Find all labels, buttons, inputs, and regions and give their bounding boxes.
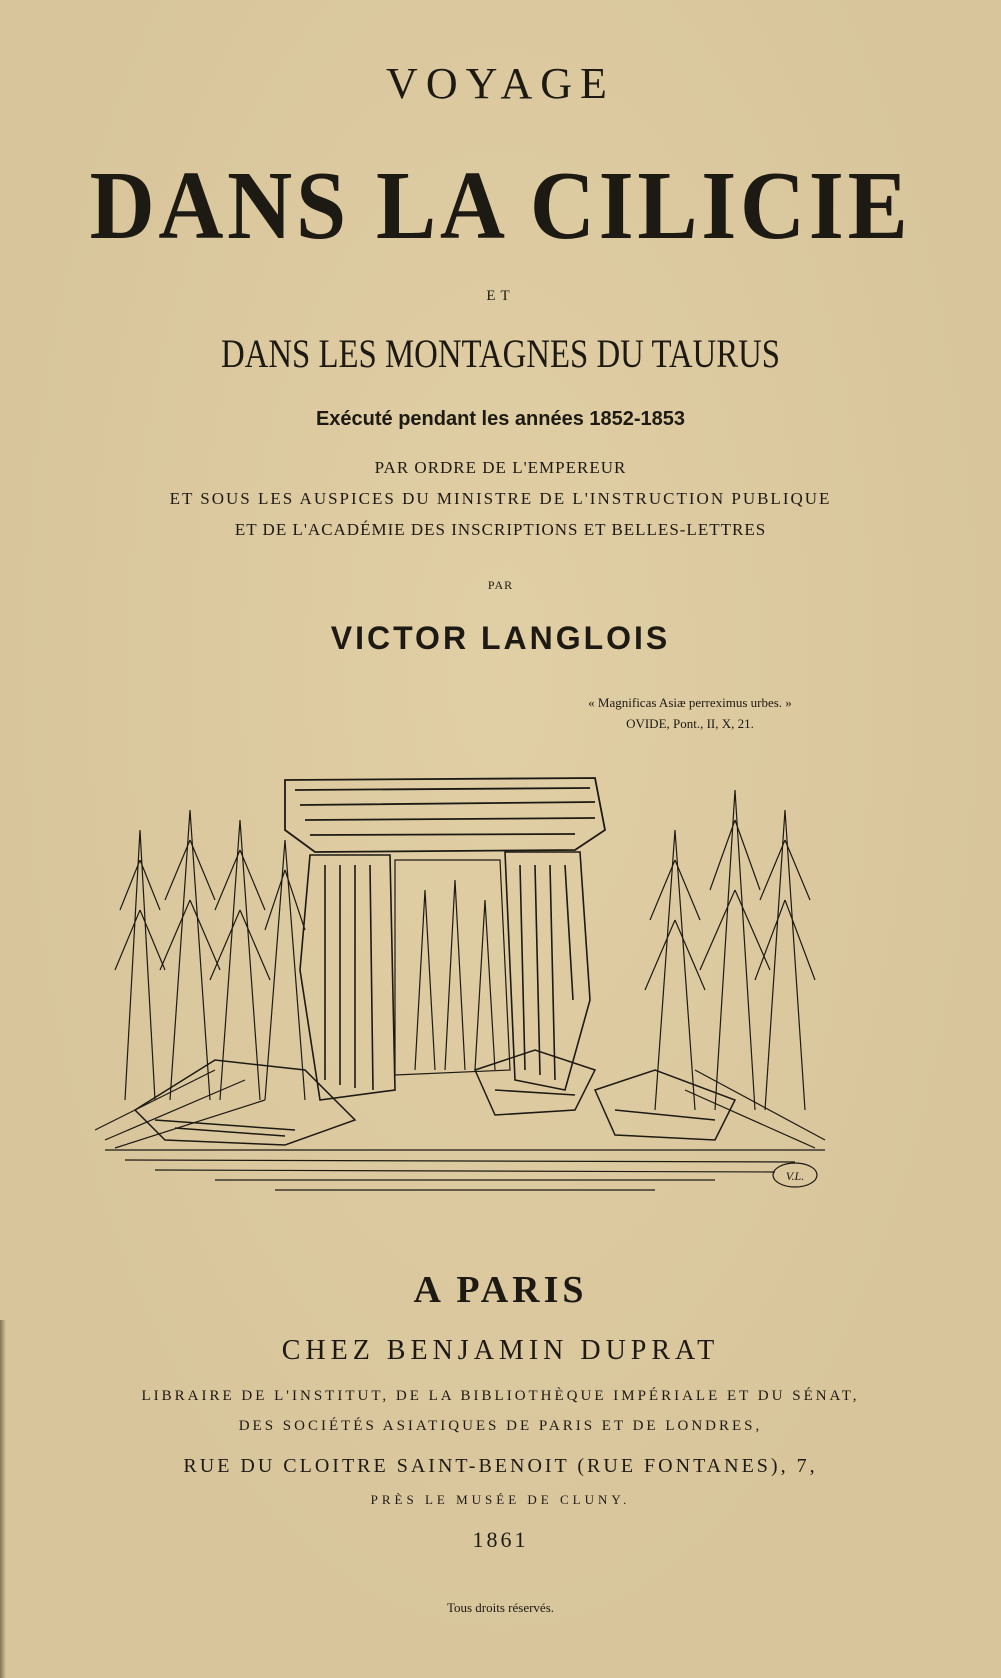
- dolmen-engraving: [95, 770, 835, 1200]
- auspices-line-3: ET DE L'ACADÉMIE DES INSCRIPTIONS ET BELLES-LETTRES: [234, 520, 767, 539]
- rights-notice: Tous droits réservés.: [446, 1600, 555, 1615]
- right-trees: [645, 790, 815, 1110]
- imprint-line-1: LIBRAIRE DE L'INSTITUT, DE LA BIBLIOTHÈQUE IMPÉRIALE ET DU SÉNAT,: [141, 1388, 860, 1404]
- epigraph-quote: « Magnificas Asiæ perreximus urbes. »: [588, 695, 792, 710]
- auspices-line-1: PAR ORDRE DE L'EMPEREUR: [374, 458, 627, 477]
- dates-line: Exécuté pendant les années 1852-1853: [315, 408, 686, 430]
- auspices-line-2: ET SOUS LES AUSPICES DU MINISTRE DE L'INSTRUCTION PUBLIQUE: [169, 489, 832, 508]
- title-et: ET: [486, 288, 515, 304]
- left-trees: [115, 810, 305, 1100]
- imprint-near: PRÈS LE MUSÉE DE CLUNY.: [370, 1492, 631, 1507]
- epigraph-source: OVIDE, Pont., II, X, 21.: [626, 716, 754, 731]
- imprint-year: 1861: [472, 1527, 529, 1552]
- imprint-publisher: CHEZ BENJAMIN DUPRAT: [281, 1335, 720, 1366]
- imprint-address: RUE DU CLOITRE SAINT-BENOIT (RUE FONTANES), 7,: [183, 1455, 818, 1477]
- author-name: VICTOR LANGLOIS: [330, 620, 671, 656]
- imprint-city: A PARIS: [413, 1269, 588, 1311]
- title-sub: DANS LES MONTAGNES DU TAURUS: [220, 331, 781, 376]
- par-label: PAR: [487, 578, 514, 592]
- title-voyage: VOYAGE: [386, 59, 615, 108]
- dolmen-opening: [395, 860, 510, 1075]
- monogram: V.L.: [785, 1169, 805, 1183]
- dolmen-left-stone: [300, 855, 395, 1100]
- title-main: DANS LA CILICIE: [89, 152, 912, 260]
- dolmen-capstone: [285, 778, 605, 852]
- imprint-line-2: DES SOCIÉTÉS ASIATIQUES DE PARIS ET DE LONDRES,: [238, 1418, 763, 1434]
